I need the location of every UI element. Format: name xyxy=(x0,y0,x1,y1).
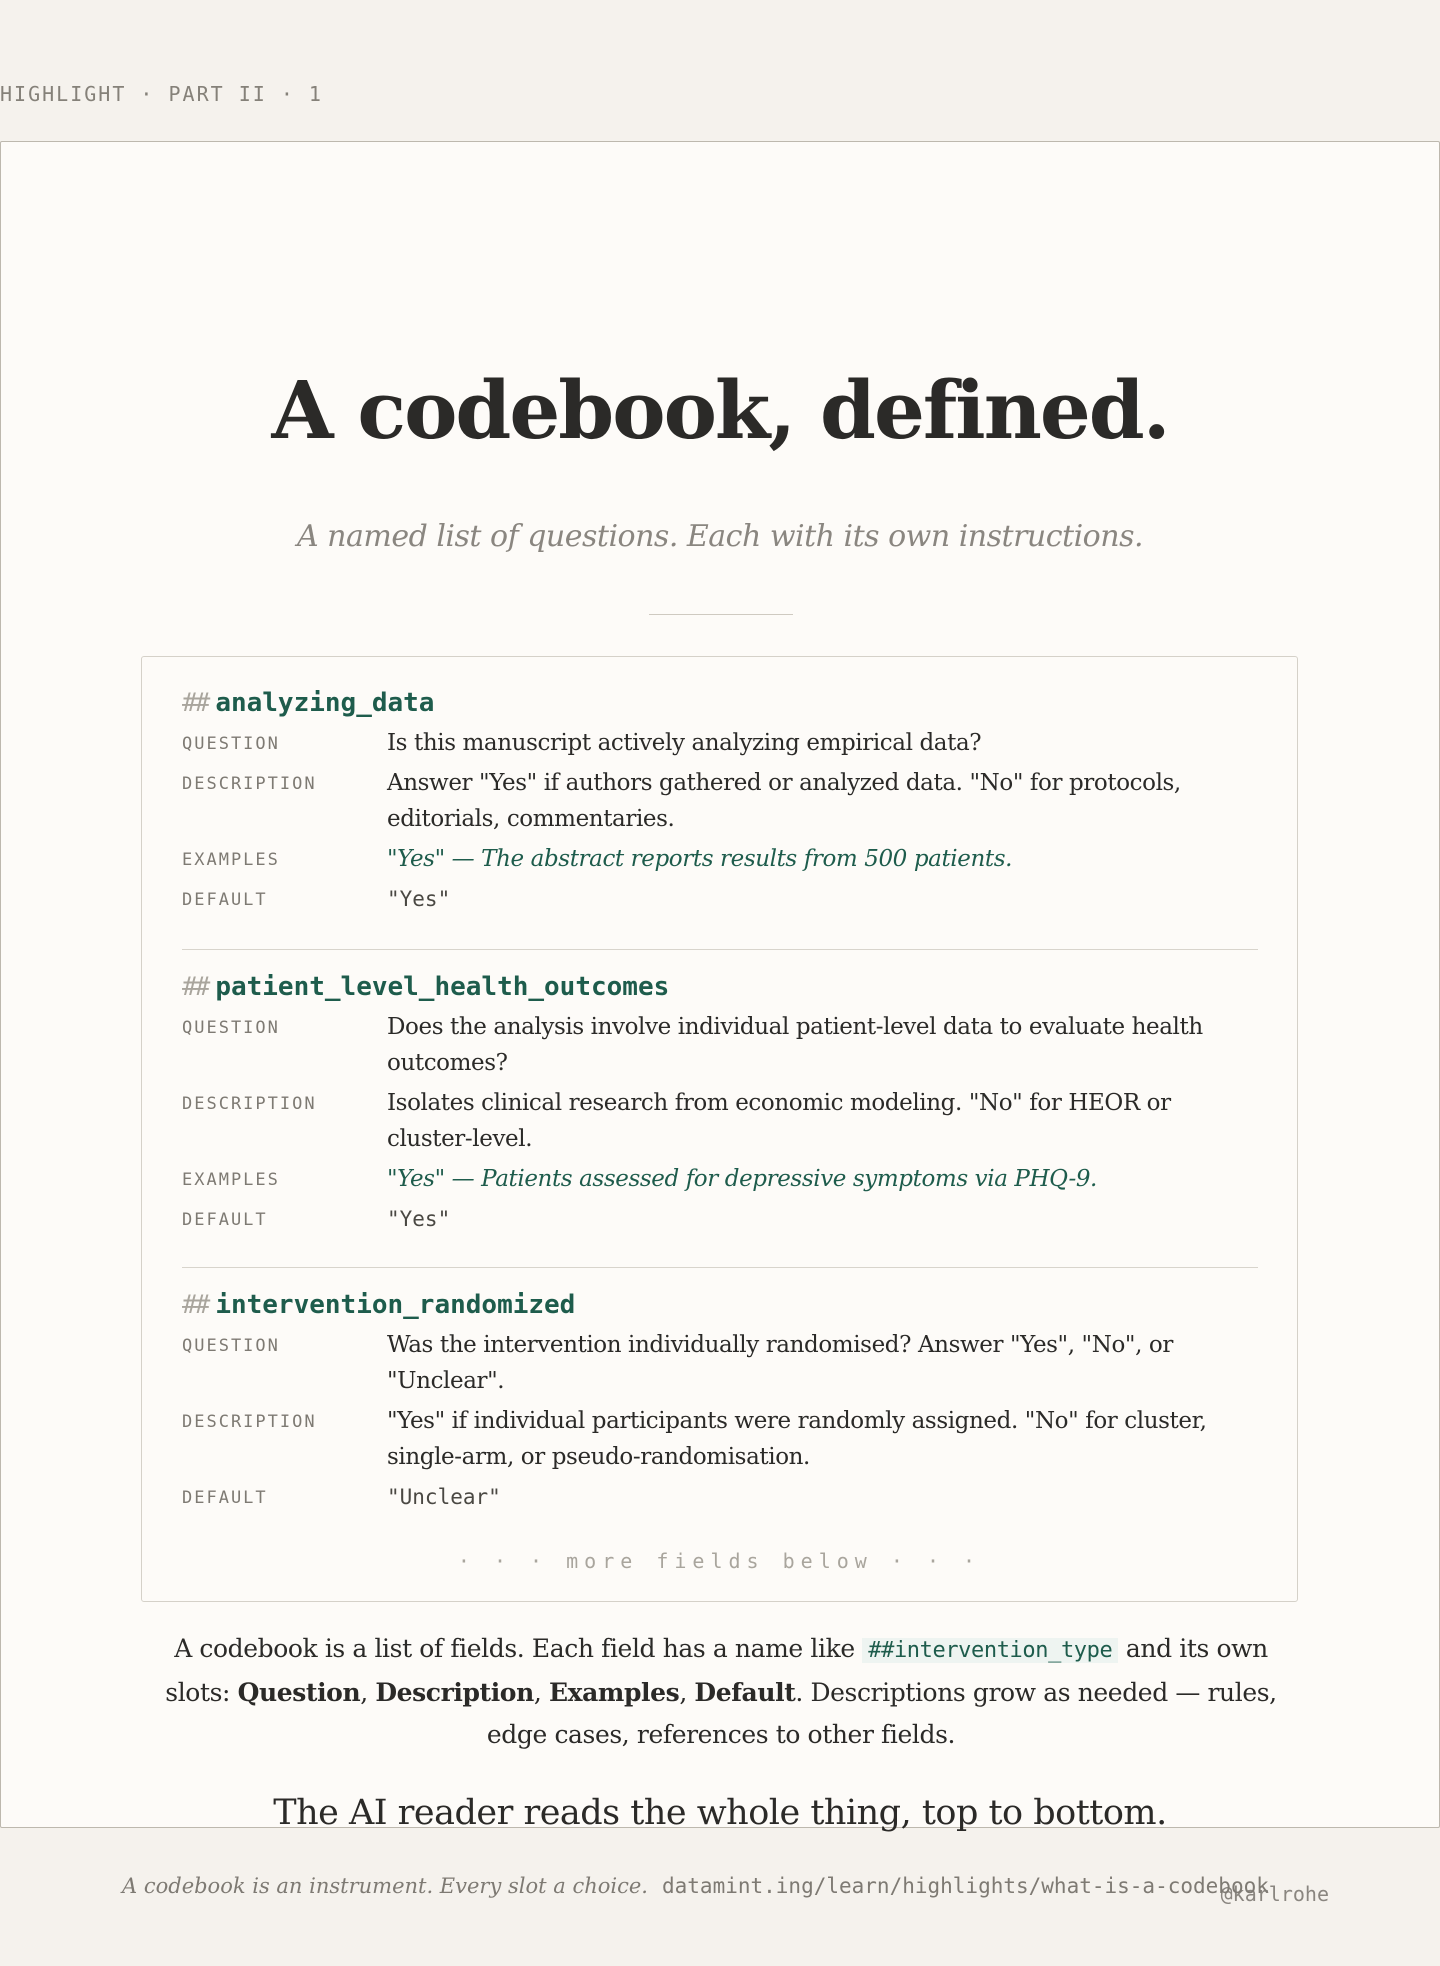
slot-label: QUESTION xyxy=(182,1336,280,1356)
slot-name-question: Question xyxy=(237,1678,361,1707)
footer-url[interactable]: datamint.ing/learn/highlights/what-is-a-codebook xyxy=(662,1874,1269,1898)
para-text: and its own slots: xyxy=(165,1634,1268,1707)
field-heading xyxy=(182,969,1258,1005)
field-row-default xyxy=(182,1201,1258,1237)
para-text: A codebook is a list of fields. Each field has a name like xyxy=(174,1634,855,1663)
slot-label: QUESTION xyxy=(182,734,280,754)
codebook-field-analyzing-data xyxy=(182,685,1258,917)
slot-label: EXAMPLES xyxy=(182,1170,280,1190)
hash-marker: ## xyxy=(182,972,208,1002)
more-fields-indicator: · · · more fields below · · · xyxy=(457,1549,982,1573)
footer-tagline: A codebook is an instrument. Every slot a choice. xyxy=(122,1874,648,1898)
field-row-examples xyxy=(182,1161,1258,1197)
slot-value: "Yes" — Patients assessed for depressive symptoms via PHQ-9. xyxy=(387,1166,1097,1192)
slot-value: "Yes" xyxy=(387,887,451,911)
para-punct: , xyxy=(533,1678,542,1707)
para-text: . Descriptions grow as needed — rules, edge cases, references to other fields. xyxy=(486,1678,1277,1749)
field-row-examples xyxy=(182,841,1258,877)
slot-value: Does the analysis involve individual patient-level data to evaluate health outcomes? xyxy=(387,1014,1203,1076)
slot-value: Answer "Yes" if authors gathered or analyzed data. "No" for protocols, editorials, commentaries. xyxy=(387,770,1181,832)
divider xyxy=(649,614,793,615)
field-name: patient_level_health_outcomes xyxy=(215,972,670,1002)
hash-marker: ## xyxy=(182,688,208,718)
slot-name-description: Description xyxy=(375,1678,534,1707)
inline-code: ##intervention_type xyxy=(862,1638,1118,1663)
hash-marker: ## xyxy=(182,1290,208,1320)
slot-value: Is this manuscript actively analyzing empirical data? xyxy=(387,730,982,756)
kicker-statement: The AI reader reads the whole thing, top to bottom. xyxy=(273,1793,1167,1833)
slot-label: DEFAULT xyxy=(182,1488,268,1508)
slot-value: Was the intervention individually randomised? Answer "Yes", "No", or "Unclear". xyxy=(387,1332,1173,1394)
para-punct: , xyxy=(360,1678,368,1707)
slot-label: DESCRIPTION xyxy=(182,774,317,794)
codebook-panel xyxy=(141,656,1298,1602)
page-subtitle: A named list of questions. Each with its own instructions. xyxy=(296,519,1143,554)
slot-value: "Unclear" xyxy=(387,1485,501,1509)
slot-label: QUESTION xyxy=(182,1018,280,1038)
field-row-question xyxy=(182,725,1258,761)
para-punct: , xyxy=(679,1678,687,1707)
slot-value: Isolates clinical research from economic modeling. "No" for HEOR or cluster-level. xyxy=(387,1090,1171,1152)
field-row-description xyxy=(182,1403,1258,1475)
slot-value: "Yes" if individual participants were randomly assigned. "No" for cluster, single-arm, or pseudo-randomisation. xyxy=(387,1408,1207,1470)
field-heading xyxy=(182,685,1258,721)
slot-label: DESCRIPTION xyxy=(182,1412,317,1432)
field-name: intervention_randomized xyxy=(215,1290,576,1320)
slot-label: DEFAULT xyxy=(182,890,268,910)
page-title: A codebook, defined. xyxy=(271,363,1169,457)
field-separator xyxy=(182,1267,1258,1268)
slot-name-examples: Examples xyxy=(548,1678,680,1707)
field-row-description xyxy=(182,1085,1258,1157)
field-row-default xyxy=(182,881,1258,917)
field-row-question xyxy=(182,1009,1258,1081)
slot-name-default: Default xyxy=(694,1678,796,1707)
field-separator xyxy=(182,949,1258,950)
author-handle: @karlrohe xyxy=(1220,1882,1329,1906)
slot-label: EXAMPLES xyxy=(182,850,280,870)
slot-value: "Yes" — The abstract reports results from 500 patients. xyxy=(387,846,1013,872)
slot-value: "Yes" xyxy=(387,1207,451,1231)
field-heading xyxy=(182,1287,1258,1323)
eyebrow-label: HIGHLIGHT · PART II · 1 xyxy=(0,82,323,106)
slot-label: DEFAULT xyxy=(182,1210,268,1230)
codebook-field-patient-level-health-outcomes xyxy=(182,969,1258,1237)
field-row-description xyxy=(182,765,1258,837)
field-row-question xyxy=(182,1327,1258,1399)
slot-label: DESCRIPTION xyxy=(182,1094,317,1114)
field-name: analyzing_data xyxy=(215,688,435,718)
codebook-field-intervention-randomized xyxy=(182,1287,1258,1515)
field-row-default xyxy=(182,1479,1258,1515)
explanation-paragraph xyxy=(151,1628,1291,1756)
